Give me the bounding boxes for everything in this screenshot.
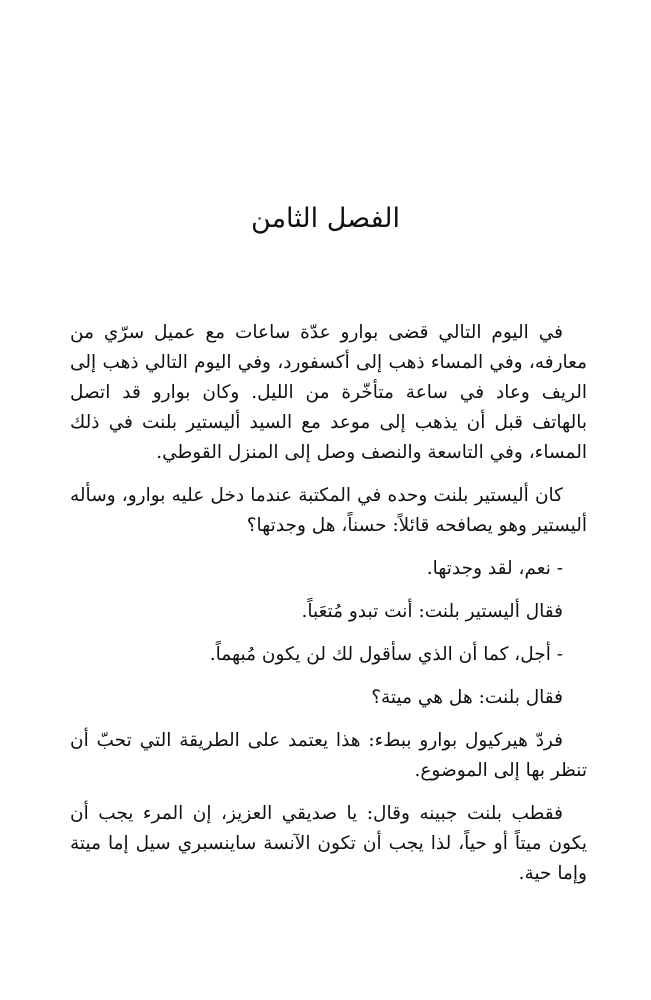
paragraph: فقطب بلنت جبينه وقال: يا صديقي العزيز، إن المرء يجب أن يكون ميتاً أو حياً، لذا يجب أن تكون الآنسة ساينسبري سيل إما ميتة وإما حية.	[70, 803, 587, 884]
paragraph: فقال بلنت: هل هي ميتة؟	[371, 687, 563, 708]
paragraph: فردّ هيركيول بوارو ببطء: هذا يعتمد على الطريقة التي تحبّ أن تنظر بها إلى الموضوع.	[70, 730, 587, 781]
paragraph: كان أليستير بلنت وحده في المكتبة عندما دخل عليه بوارو، وسأله أليستير وهو يصافحه قائلاً: حسناً، هل وجدتها؟	[70, 485, 587, 536]
paragraph: في اليوم التالي قضى بوارو عدّة ساعات مع عميل سرّي من معارفه، وفي المساء ذهب إلى أكسفورد، وفي اليوم التالي ذهب إلى الريف وعاد في ساعة متأخّرة من الليل. وكان بوارو قد اتصل بالهاتف قبل أن يذهب إلى موعد مع السيد أليستير بلنت في ذلك المساء، وفي التاسعة والنصف وصل إلى المنزل القوطي.	[70, 322, 587, 463]
dialogue-line: - نعم، لقد وجدتها.	[426, 558, 563, 579]
paragraph: فقال أليستير بلنت: أنت تبدو مُتعَباً.	[301, 601, 563, 622]
chapter-body	[70, 318, 587, 902]
dialogue-line: - أجل، كما أن الذي سأقول لك لن يكون مُبهماً.	[209, 644, 563, 665]
chapter-title: الفصل الثامن	[251, 203, 400, 234]
